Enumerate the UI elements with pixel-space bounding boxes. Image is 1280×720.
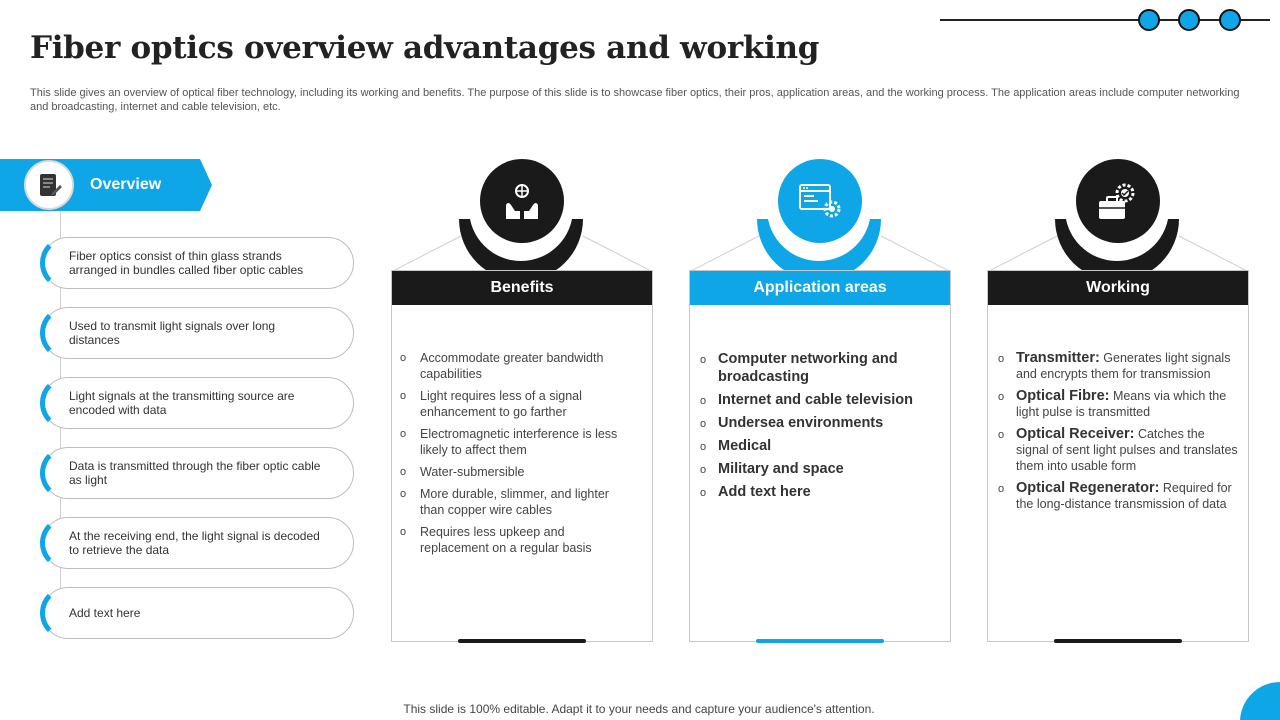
benefit-item: o More durable, slimmer, and lighter than copper wire cables xyxy=(400,486,635,518)
overview-item-text: At the receiving end, the light signal is decoded to retrieve the data xyxy=(69,529,320,557)
benefits-icon-badge xyxy=(480,159,564,243)
application-item: o Military and space xyxy=(700,460,930,478)
page-subtitle: This slide gives an overview of optical fiber technology, including its working and benefits. The purpose of this slide is to showcase fiber optics, their pros, application areas, and the working process. The application areas include computer networking and broadcasting, internet and cable television, etc. xyxy=(30,87,1240,113)
application-item: o Add text here xyxy=(700,483,930,501)
working-item xyxy=(998,350,1238,382)
briefcase-gear-icon xyxy=(1095,179,1141,223)
application-item: o Internet and cable television xyxy=(700,391,930,409)
overview-item-text: Add text here xyxy=(69,606,141,620)
page-title: Fiber optics overview advantages and working xyxy=(30,30,820,66)
footer-note: This slide is 100% editable. Adapt it to your needs and capture your audience's attention. xyxy=(403,702,875,716)
browser-gear-icon xyxy=(796,179,844,223)
overview-item-text: Fiber optics consist of thin glass strands arranged in bundles called fiber optic cables xyxy=(69,249,304,277)
decor-dot xyxy=(1138,9,1160,31)
working-term: Transmitter: xyxy=(1016,350,1100,366)
working-desc: Means via which the light pulse is transmitted xyxy=(1016,389,1227,419)
corner-decor-dot xyxy=(1240,682,1280,720)
working-desc: Catches the signal of sent light pulses and translates them into usable form xyxy=(1016,427,1238,473)
application-item: o Medical xyxy=(700,437,930,455)
decor-dot xyxy=(1219,9,1241,31)
applications-icon-badge xyxy=(778,159,862,243)
overview-item-text: Data is transmitted through the fiber optic cable as light xyxy=(69,459,321,487)
working-item xyxy=(998,388,1238,420)
application-item: o Undersea environments xyxy=(700,414,930,432)
card-footer-bar xyxy=(1054,639,1182,643)
overview-icon-badge xyxy=(24,160,74,210)
working-item xyxy=(998,480,1238,512)
overview-label: Overview xyxy=(90,176,162,193)
working-list xyxy=(998,350,1238,518)
overview-item-text: Used to transmit light signals over long distances xyxy=(69,319,276,347)
benefit-item: o Accommodate greater bandwidth capabilities xyxy=(400,350,635,382)
decor-dot xyxy=(1178,9,1200,31)
working-term: Optical Regenerator: xyxy=(1016,480,1160,496)
benefits-heading: Benefits xyxy=(392,271,652,305)
benefit-item: o Electromagnetic interference is less likely to affect them xyxy=(400,426,635,458)
application-item: o Computer networking and broadcasting xyxy=(700,350,930,386)
applications-heading: Application areas xyxy=(690,271,950,305)
benefit-item: o Light requires less of a signal enhancement to go farther xyxy=(400,388,635,420)
working-term: Optical Receiver: xyxy=(1016,426,1135,442)
applications-list xyxy=(700,350,930,506)
working-heading: Working xyxy=(988,271,1248,305)
working-item xyxy=(998,426,1238,474)
overview-item-text: Light signals at the transmitting source are encoded with data xyxy=(69,389,295,417)
working-desc: Generates light signals and encrypts them for transmission xyxy=(1016,351,1231,381)
working-term: Optical Fibre: xyxy=(1016,388,1110,404)
card-footer-bar xyxy=(458,639,586,643)
working-icon-badge xyxy=(1076,159,1160,243)
card-footer-bar xyxy=(756,639,884,643)
benefit-item: o Water-submersible xyxy=(400,464,635,480)
benefit-item: o Requires less upkeep and replacement on a regular basis xyxy=(400,524,635,556)
working-desc: Required for the long-distance transmission of data xyxy=(1016,481,1232,511)
benefits-list xyxy=(400,350,635,562)
hands-globe-icon xyxy=(500,179,544,223)
document-edit-icon xyxy=(35,171,63,199)
